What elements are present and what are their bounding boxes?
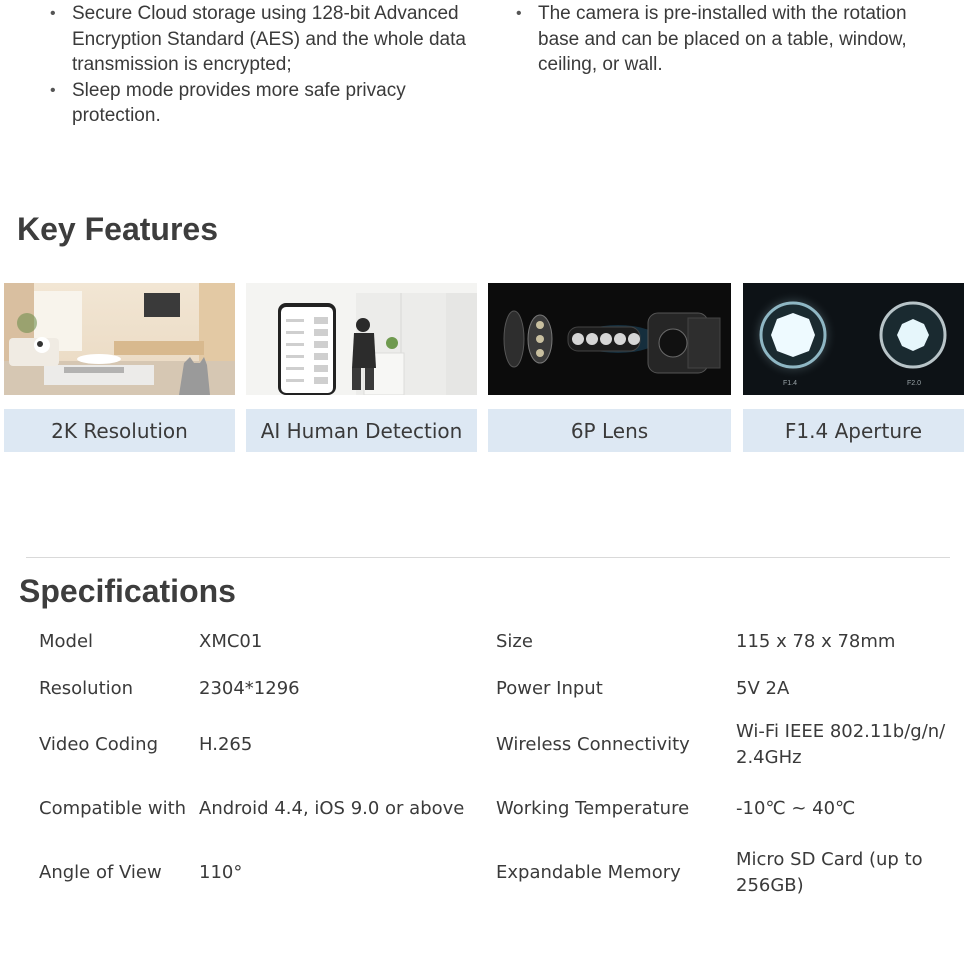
feature-label: 2K Resolution [4,409,235,452]
spec-label: Power Input [496,678,603,699]
aperture-caption-f14: F1.4 [783,380,798,387]
spec-value: XMC01 [199,631,263,652]
bullet-list-left [46,1,486,129]
feature-card-f14-aperture [743,283,964,443]
feature-card-2k-resolution [4,283,235,443]
feature-label: 6P Lens [488,409,731,452]
spec-label: Wireless Connectivity [496,734,690,755]
feature-label: F1.4 Aperture [743,409,964,452]
phone-intruder-photo [246,283,477,395]
bullet-list-right [512,1,912,78]
exploded-lens-photo [488,283,731,395]
bullet-item: • Secure Cloud storage using 128-bit Advanced Encryption Standard (AES) and the whole data transmission is encrypted; [46,1,486,78]
aperture-comparison-photo [743,283,964,395]
spec-label: Video Coding [39,734,158,755]
living-room-photo [4,283,235,395]
spec-label: Expandable Memory [496,862,681,883]
spec-value: Micro SD Card (up to 256GB) [736,849,923,896]
spec-label: Working Temperature [496,798,690,819]
spec-label: Size [496,631,533,652]
spec-value: H.265 [199,734,253,755]
spec-label: Angle of View [39,862,162,883]
aperture-caption-f20: F2.0 [907,380,922,387]
spec-label: Model [39,631,94,652]
spec-label: Compatible with [39,798,187,819]
spec-value: Wi-Fi IEEE 802.11b/g/n/ 2.4GHz [736,721,946,768]
spec-value: 115 x 78 x 78mm [736,631,896,652]
spec-label: Resolution [39,678,134,699]
spec-value: Android 4.4, iOS 9.0 or above [199,798,465,819]
feature-label: AI Human Detection [246,409,477,452]
section-divider [26,557,950,558]
feature-card-ai-human-detection [246,283,477,443]
spec-value: 110° [199,862,243,883]
specifications-title: Specifications [19,573,236,609]
key-features-title: Key Features [17,211,218,247]
bullet-item: • The camera is pre-installed with the rotation base and can be placed on a table, window, ceiling, or wall. [512,1,912,78]
spec-value: -10℃ ~ 40℃ [736,798,856,819]
spec-value: 2304*1296 [199,678,300,699]
spec-value: 5V 2A [736,678,790,699]
feature-card-6p-lens [488,283,731,443]
bullet-item: • Sleep mode provides more safe privacy protection. [46,78,486,129]
